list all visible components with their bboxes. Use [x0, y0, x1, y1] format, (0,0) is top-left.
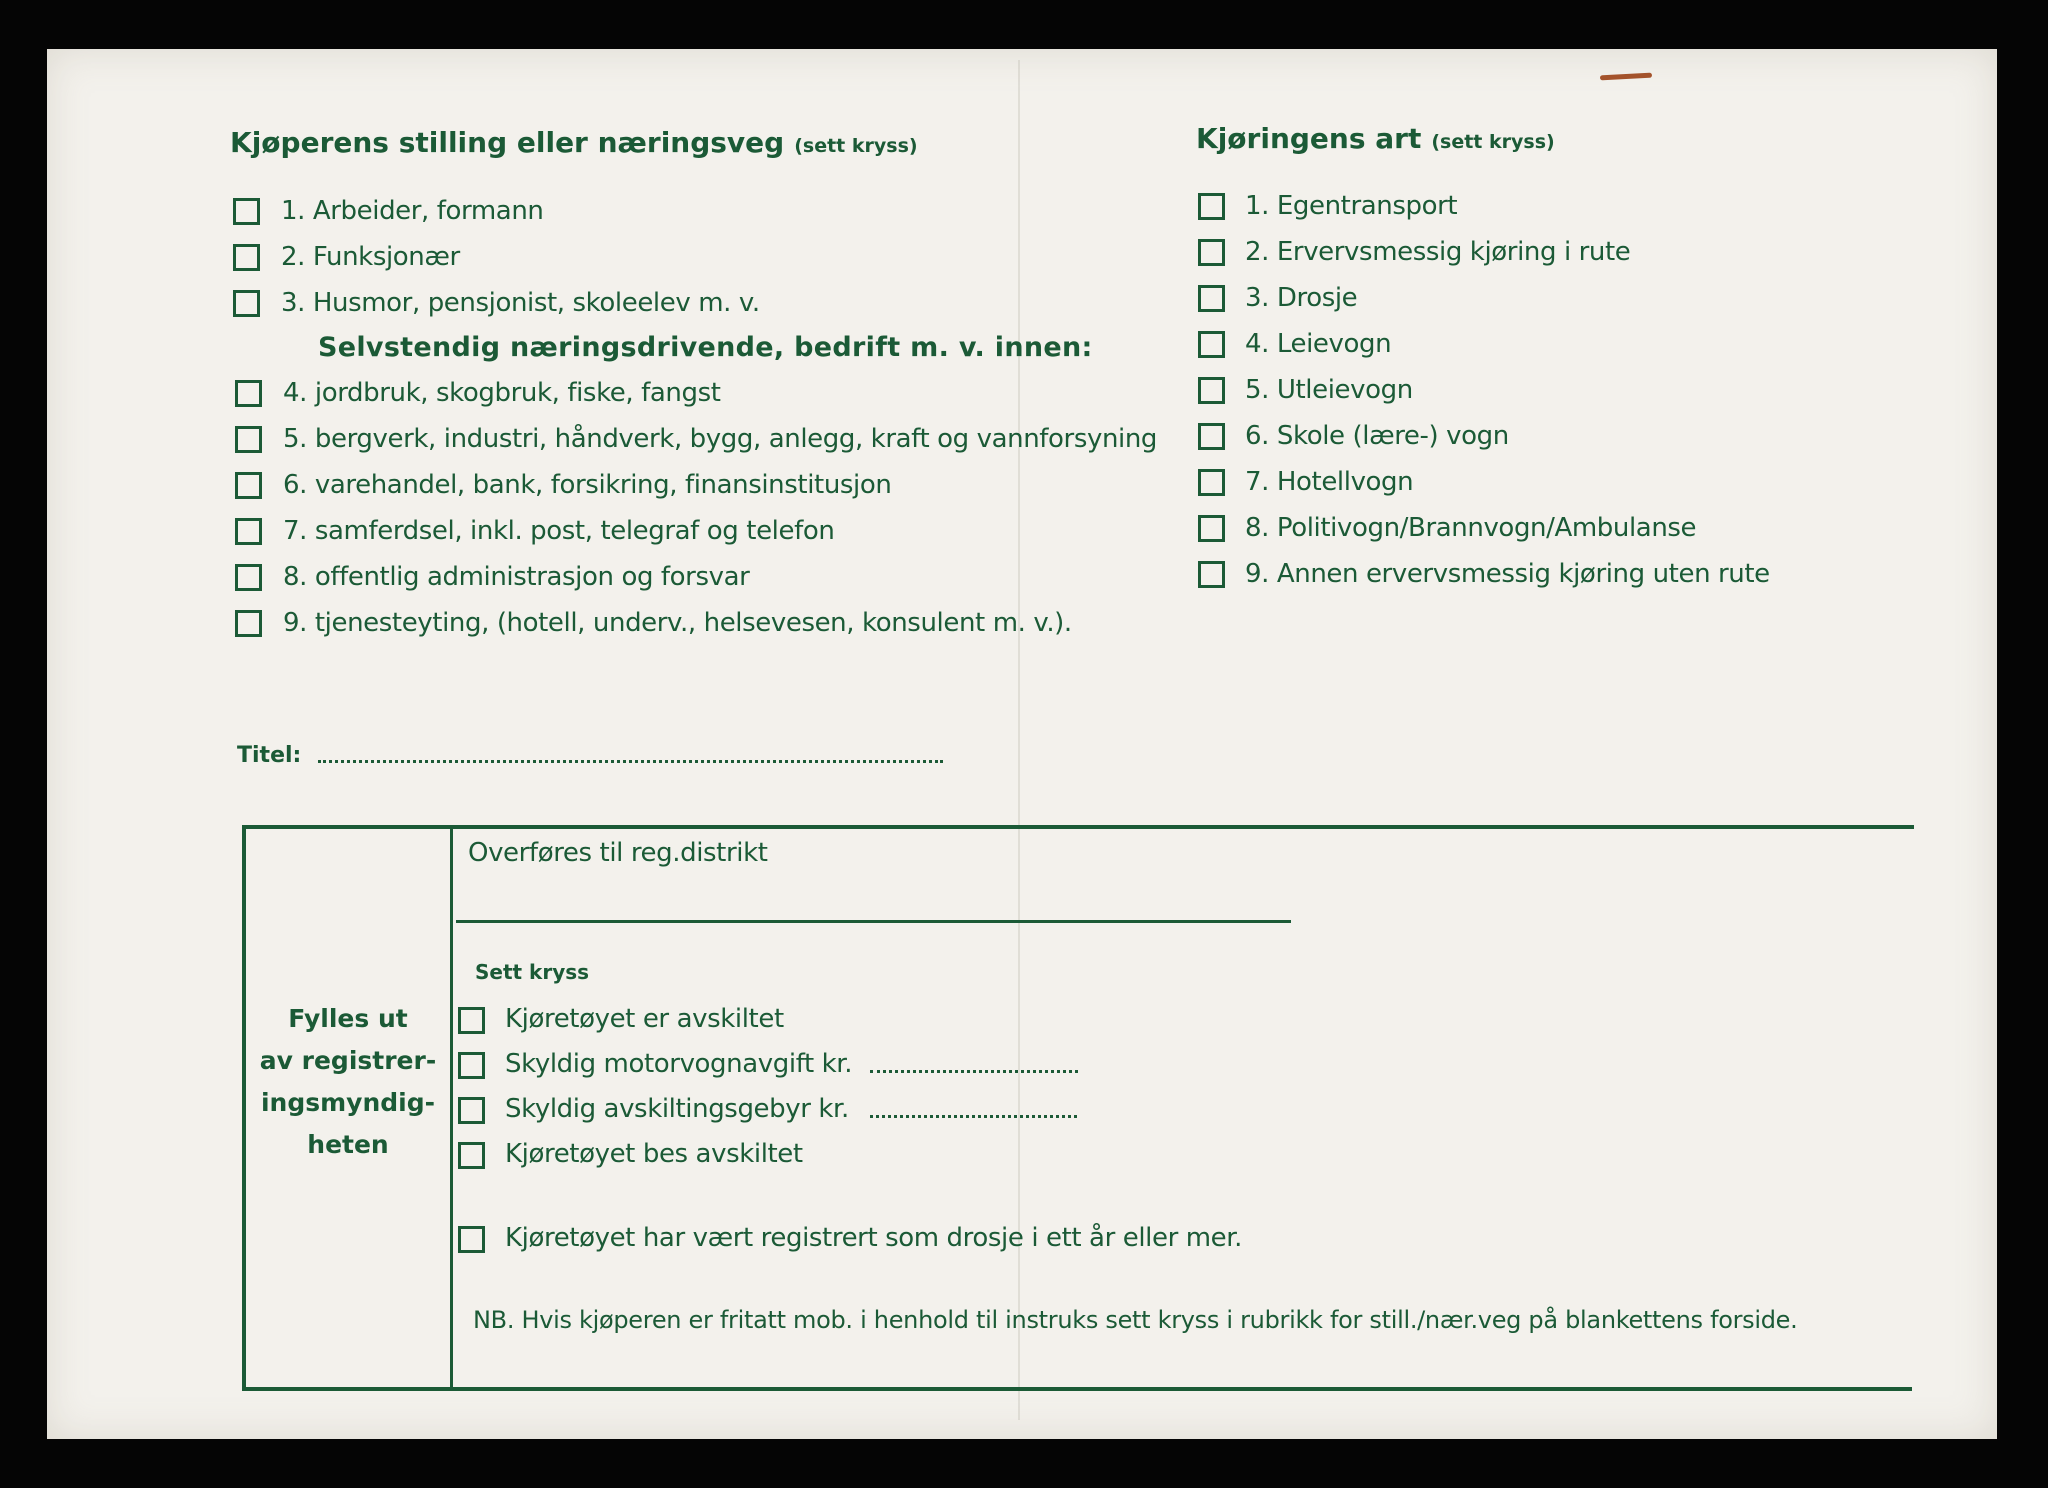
checkbox-motor-fee[interactable]	[458, 1052, 485, 1079]
checkbox-occupation-9[interactable]	[235, 610, 262, 637]
self-employed-subheading: Selvstendig næringsdrivende, bedrift m. v. innen:	[318, 332, 1093, 363]
checkbox-deregistration-fee[interactable]	[458, 1097, 485, 1124]
motor-fee-label: Skyldig motorvognavgift kr.	[505, 1049, 853, 1079]
deregistration-fee-label: Skyldig avskiltingsgebyr kr.	[505, 1094, 849, 1124]
checkbox-taxi-history[interactable]	[458, 1226, 485, 1253]
registry-authority-label	[248, 998, 448, 1166]
checkbox-occupation-8[interactable]	[235, 564, 262, 591]
driving-option-3: 3. Drosje	[1245, 283, 1358, 313]
checkbox-driving-2[interactable]	[1198, 239, 1225, 266]
driving-type-heading	[1196, 122, 1555, 155]
buyer-occupation-heading	[230, 126, 918, 159]
paper-fold	[1018, 60, 1020, 1420]
checkbox-occupation-2[interactable]	[233, 244, 260, 271]
checkbox-occupation-3[interactable]	[233, 290, 260, 317]
occupation-option-7: 7. samferdsel, inkl. post, telegraf og telefon	[283, 516, 835, 546]
buyer-occupation-title: Kjøperens stilling eller næringsveg	[230, 126, 785, 159]
registry-box-bottom-border	[242, 1387, 1912, 1391]
driving-option-2: 2. Ervervsmessig kjøring i rute	[1245, 237, 1631, 267]
registry-authority-line-1: Fylles ut	[288, 1004, 408, 1033]
transfer-district-label: Overføres til reg.distrikt	[468, 838, 768, 868]
checkbox-driving-4[interactable]	[1198, 331, 1225, 358]
checkbox-driving-9[interactable]	[1198, 561, 1225, 588]
driving-type-note: (sett kryss)	[1431, 131, 1555, 153]
checkbox-driving-7[interactable]	[1198, 469, 1225, 496]
checkbox-occupation-5[interactable]	[235, 426, 262, 453]
registry-authority-line-3: ingsmyndig-	[260, 1088, 436, 1117]
titel-label: Titel:	[237, 743, 302, 768]
checkbox-occupation-1[interactable]	[233, 198, 260, 225]
driving-option-4: 4. Leievogn	[1245, 329, 1392, 359]
registry-authority-line-4: heten	[307, 1130, 389, 1159]
driving-type-title: Kjøringens art	[1196, 122, 1422, 155]
buyer-occupation-note: (sett kryss)	[794, 135, 918, 157]
occupation-option-9: 9. tjenesteyting, (hotell, underv., helsevesen, konsulent m. v.).	[283, 608, 1072, 638]
request-deregistration-label: Kjøretøyet bes avskiltet	[505, 1139, 803, 1169]
driving-option-5: 5. Utleievogn	[1245, 375, 1413, 405]
sett-kryss-label: Sett kryss	[475, 960, 590, 984]
driving-option-8: 8. Politivogn/Brannvogn/Ambulanse	[1245, 513, 1697, 543]
deregistration-fee-field[interactable]	[870, 1115, 1077, 1118]
occupation-option-6: 6. varehandel, bank, forsikring, finansinstitusjon	[283, 470, 892, 500]
occupation-option-5: 5. bergverk, industri, håndverk, bygg, anlegg, kraft og vannforsyning	[283, 424, 1158, 454]
driving-option-7: 7. Hotellvogn	[1245, 467, 1414, 497]
checkbox-driving-5[interactable]	[1198, 377, 1225, 404]
deregistered-label: Kjøretøyet er avskiltet	[505, 1004, 784, 1034]
checkbox-occupation-6[interactable]	[235, 472, 262, 499]
occupation-option-2: 2. Funksjonær	[281, 242, 460, 272]
checkbox-occupation-7[interactable]	[235, 518, 262, 545]
checkbox-driving-8[interactable]	[1198, 515, 1225, 542]
registry-box-top-border	[242, 825, 1914, 829]
taxi-history-label: Kjøretøyet har vært registrert som drosje i ett år eller mer.	[505, 1223, 1243, 1253]
motor-fee-field[interactable]	[870, 1070, 1078, 1073]
titel-field[interactable]	[318, 760, 943, 763]
occupation-option-3: 3. Husmor, pensjonist, skoleelev m. v.	[281, 288, 760, 318]
registry-box-divider	[450, 825, 453, 1389]
checkbox-driving-1[interactable]	[1198, 193, 1225, 220]
occupation-option-4: 4. jordbruk, skogbruk, fiske, fangst	[283, 378, 721, 408]
transfer-district-field[interactable]	[456, 920, 1291, 923]
occupation-option-1: 1. Arbeider, formann	[281, 196, 544, 226]
checkbox-deregistered[interactable]	[458, 1007, 485, 1034]
occupation-option-8: 8. offentlig administrasjon og forsvar	[283, 562, 750, 592]
driving-option-6: 6. Skole (lære-) vogn	[1245, 421, 1509, 451]
registry-authority-line-2: av registrer-	[259, 1046, 437, 1075]
registry-box-left-border	[242, 825, 246, 1391]
checkbox-driving-3[interactable]	[1198, 285, 1225, 312]
driving-option-1: 1. Egentransport	[1245, 191, 1458, 221]
checkbox-driving-6[interactable]	[1198, 423, 1225, 450]
checkbox-request-deregistration[interactable]	[458, 1142, 485, 1169]
checkbox-occupation-4[interactable]	[235, 380, 262, 407]
nb-note: NB. Hvis kjøperen er fritatt mob. i henhold til instruks sett kryss i rubrikk for still./nær.veg på blankettens forside.	[473, 1306, 1798, 1334]
driving-option-9: 9. Annen ervervsmessig kjøring uten rute	[1245, 559, 1770, 589]
